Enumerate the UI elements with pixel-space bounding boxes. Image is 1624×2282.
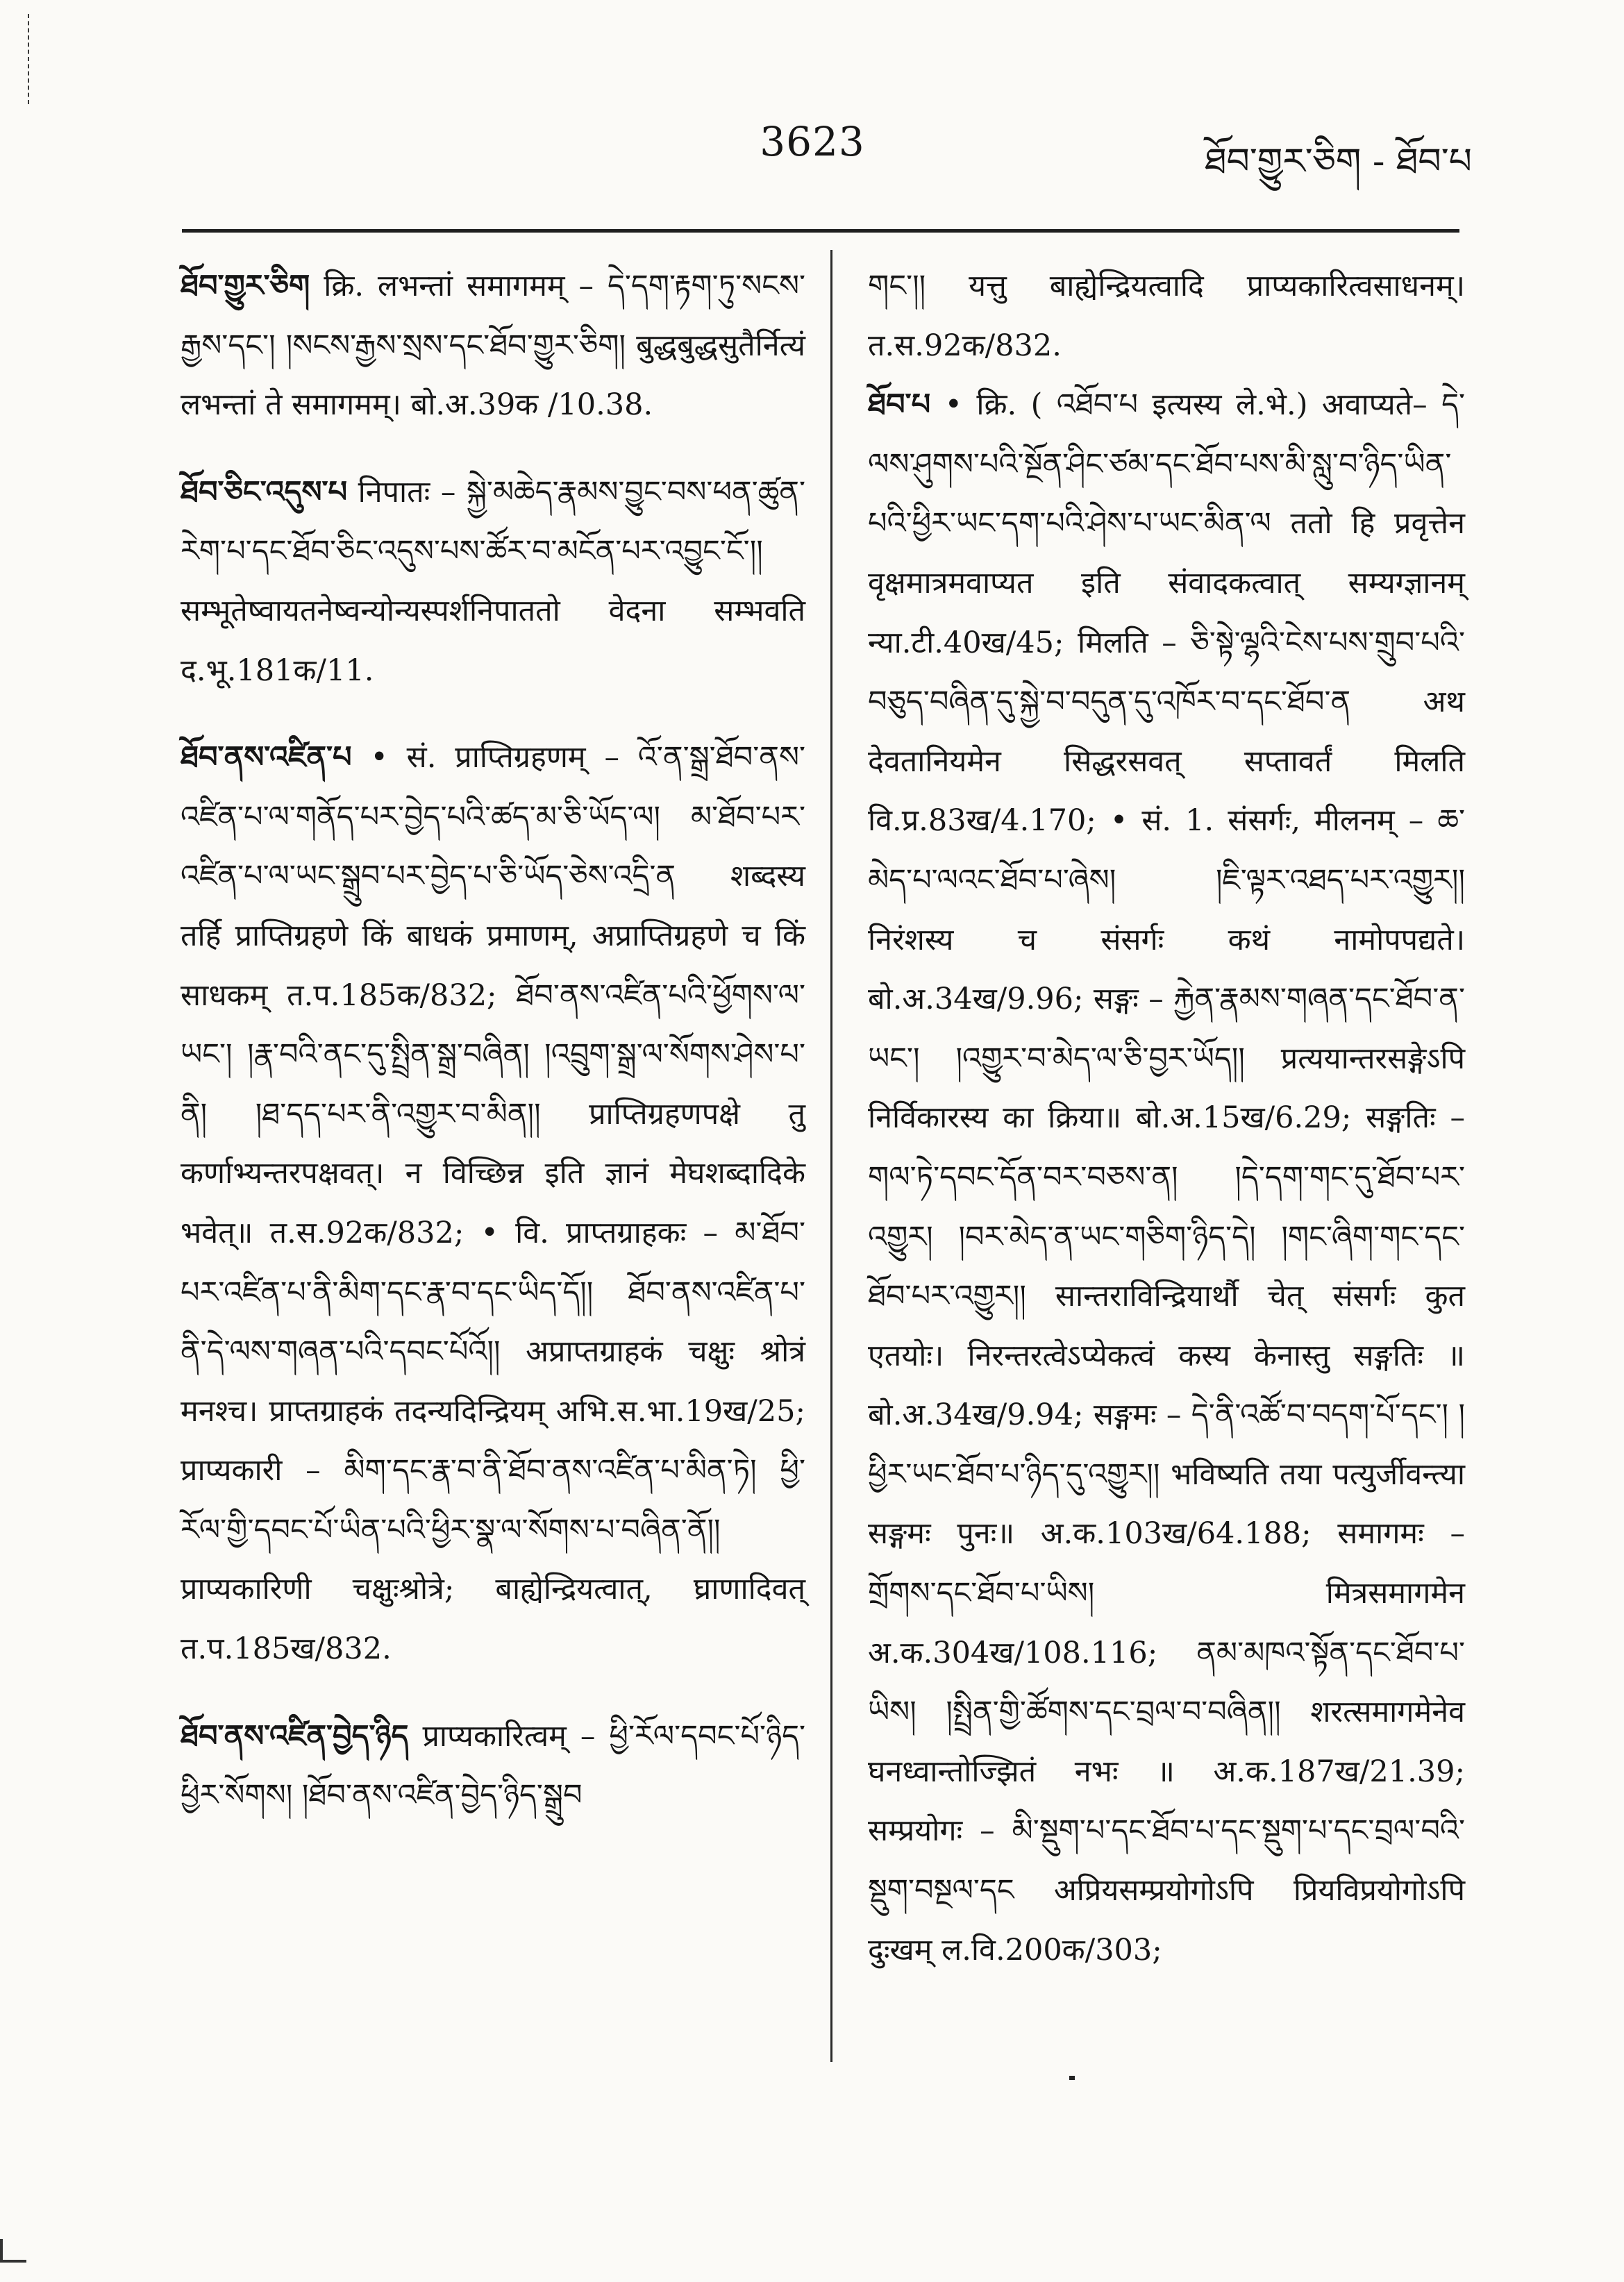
print-speck [1069, 2076, 1075, 2080]
right-column [868, 257, 1465, 1980]
column-divider [830, 250, 832, 2062]
corner-mark [0, 2239, 26, 2263]
entry-headword: ཐོབ་པ [868, 387, 931, 423]
entry-definition: क्रि. लभन्तां समागमम् – དེ་དག་རྟག་ཏུ་སངས་རྒྱས་དང་། །སངས་རྒྱས་སྲས་དང་ཐོབ་གྱུར་ཅིག། बुद्धबुद्धसुतैर्नित्यं लभन्तां ते समागमम्। बो.अ.39क /10.38. [181, 269, 805, 423]
entry-headword: ཐོབ་ཅིང་འདུས་པ [181, 474, 348, 510]
entry-definition: གང་།། यत्तु बाह्येन्द्रियत्वादि प्राप्यकारित्वसाधनम्। त.स.92क/832. [868, 269, 1465, 363]
dictionary-entry [181, 257, 805, 435]
page-number: 3623 [760, 118, 865, 165]
entry-headword: ཐོབ་ནས་འཛིན་པ [181, 740, 352, 775]
header-rule [182, 229, 1459, 233]
dictionary-entry [181, 463, 805, 700]
entry-definition: प्राप्यकारित्वम् – ཕྱི་རོལ་དབང་པོ་ཉིད་ཕྱིར་སོགས། །ཐོབ་ནས་འཛིན་བྱེད་ཉིད་སྒྲུབ [181, 1718, 805, 1813]
dictionary-entry-continued [868, 257, 1465, 376]
entry-definition: • सं. प्राप्तिग्रहणम् – འོ་ན་སྒྲ་ཐོབ་ནས་འཛིན་པ་ལ་གནོད་པར་བྱེད་པའི་ཚད་མ་ཅི་ཡོད་ལ། མ་ཐོབ་པར་འཛིན་པ་ལ་ཡང་སྒྲུབ་པར་བྱེད་པ་ཅི་ཡོད་ཅེས་འདྲི་ན शब्दस्य तर्हि प्राप्तिग्रहणे किं बाधकं प्रमाणम्, अप्राप्तिग्रहणे च किं साधकम् त.प.185क/832; ཐོབ་ནས་འཛིན་པའི་ཕྱོགས་ལ་ཡང་། །རྣ་བའི་ནང་དུ་སྤྲིན་སྒྲ་བཞིན། །འབྲུག་སྒྲ་ལ་སོགས་ཤེས་པ་ནི། །ཐ་དད་པར་ནི་འགྱུར་བ་མིན།། प्राप्तिग्रहणपक्षे तु कर्णाभ्यन्तरपक्षवत्। न विच्छिन्न इति ज्ञानं मेघशब्दादिके भवेत्॥ त.स.92क/832; • वि. प्राप्तग्राहकः – མ་ཐོབ་པར་འཛིན་པ་ནི་མིག་དང་རྣ་བ་དང་ཡིད་དོ།། ཐོབ་ནས་འཛིན་པ་ནི་དེ་ལས་གཞན་པའི་དབང་པོའོ།། अप्राप्तग्राहकं चक्षुः श्रोत्रं मनश्च। प्राप्तग्राहकं तदन्यदिन्द्रियम् अभि.स.भा.19ख/25; प्राप्यकारी – མིག་དང་རྣ་བ་ནི་ཐོབ་ནས་འཛིན་པ་མིན་ཏེ། ཕྱི་རོལ་གྱི་དབང་པོ་ཡིན་པའི་ཕྱིར་སྣ་ལ་སོགས་པ་བཞིན་ནོ།། प्राप्यकारिणी चक्षुःश्रोत्रे; बाह्येन्द्रियत्वात्, घ्राणादिवत् त.प.185ख/832. [181, 740, 805, 1667]
entry-definition: निपातः – སྐྱེ་མཆེད་རྣམས་བྱུང་བས་ཕན་ཚུན་རེག་པ་དང་ཐོབ་ཅིང་འདུས་པས་ཚོར་བ་མངོན་པར་འབྱུང་ངོ་།། सम्भूतेष्वायतनेष्वन्योन्यस्पर्शनिपाततो वेदना सम्भवति द.भू.181क/11. [181, 474, 805, 688]
dictionary-entry [868, 376, 1465, 1980]
dictionary-entry [181, 1707, 805, 1826]
entry-definition: • क्रि. ( འཐོབ་པ इत्यस्य ले.भे.) अवाप्यते– དེ་ལས་ཤུགས་པའི་སྔོན་ཤིང་ཙམ་དང་ཐོབ་པས་མི་སླུ་བ་ཉིད་ཡིན་པའི་ཕྱིར་ཡང་དག་པའི་ཤེས་པ་ཡང་མིན་ལ ततो हि प्रवृत्तेन वृक्षमात्रमवाप्यत इति संवादकत्वात् सम्यग्ज्ञानम् न्या.टी.40ख/45; मिलति – ཅི་སྟེ་ལྷའི་ངེས་པས་གྲུབ་པའི་བཅུད་བཞིན་དུ་སྐྱེ་བ་བདུན་དུ་འཁོར་བ་དང་ཐོབ་ན अथ देवतानियमेन सिद्धरसवत् सप्तावर्तं मिलति वि.प्र.83ख/4.170; • सं. 1. संसर्गः, मीलनम् – ཆ་མེད་པ་ལའང་ཐོབ་པ་ཞེས། །ཇི་ལྟར་འཐད་པར་འགྱུར།། निरंशस्य च संसर्गः कथं नामोपपद्यते। बो.अ.34ख/9.96; सङ्गः – རྐྱེན་རྣམས་གཞན་དང་ཐོབ་ན་ཡང་། །འགྱུར་བ་མེད་ལ་ཅི་བྱར་ཡོད།། प्रत्ययान्तरसङ्गेऽपि निर्विकारस्य का क्रिया॥ बो.अ.15ख/6.29; सङ्गतिः – གལ་ཏེ་དབང་དོན་བར་བཅས་ན། །དེ་དག་གང་དུ་ཐོབ་པར་འགྱུར། །བར་མེད་ན་ཡང་གཅིག་ཉིད་དེ། །གང་ཞིག་གང་དང་ཐོབ་པར་འགྱུར།། सान्तराविन्द्रियार्थौ चेत् संसर्गः कुत एतयोः। निरन्तरत्वेऽप्येकत्वं कस्य केनास्तु सङ्गतिः ॥ बो.अ.34ख/9.94; सङ्गमः – དེ་ནི་འཚོ་བ་བདག་པོ་དང་། །ཕྱིར་ཡང་ཐོབ་པ་ཉིད་དུ་འགྱུར།། भविष्यति तया पत्युर्जीवन्त्या सङ्गमः पुनः॥ अ.क.103ख/64.188; समागमः – གྲོགས་དང་ཐོབ་པ་ཡིས། मित्रसमागमेन अ.क.304ख/108.116; ནམ་མཁའ་སྟོན་དང་ཐོབ་པ་ཡིས། །སྤྲིན་གྱི་ཚོགས་དང་བྲལ་བ་བཞིན།། शरत्समागमेनेव घनध्वान्तोज्झितं नभः ॥ अ.क.187ख/21.39; सम्प्रयोगः – མི་སྡུག་པ་དང་ཐོབ་པ་དང་སྡུག་པ་དང་བྲལ་བའི་སྡུག་བསྔལ་དང अप्रियसम्प्रयोगोऽपि प्रियविप्रयोगोऽपि दुःखम् ल.वि.200क/303; [868, 387, 1465, 1968]
entry-headword: ཐོབ་གྱུར་ཅིག [181, 269, 310, 303]
left-column [181, 257, 805, 1854]
dictionary-entry [181, 728, 805, 1679]
entry-headword: ཐོབ་ནས་འཛིན་བྱེད་ཉིད [181, 1718, 409, 1754]
running-title: ཐོབ་གྱུར་ཅིག - ཐོབ་པ [1205, 141, 1472, 183]
margin-scribble [28, 14, 35, 104]
